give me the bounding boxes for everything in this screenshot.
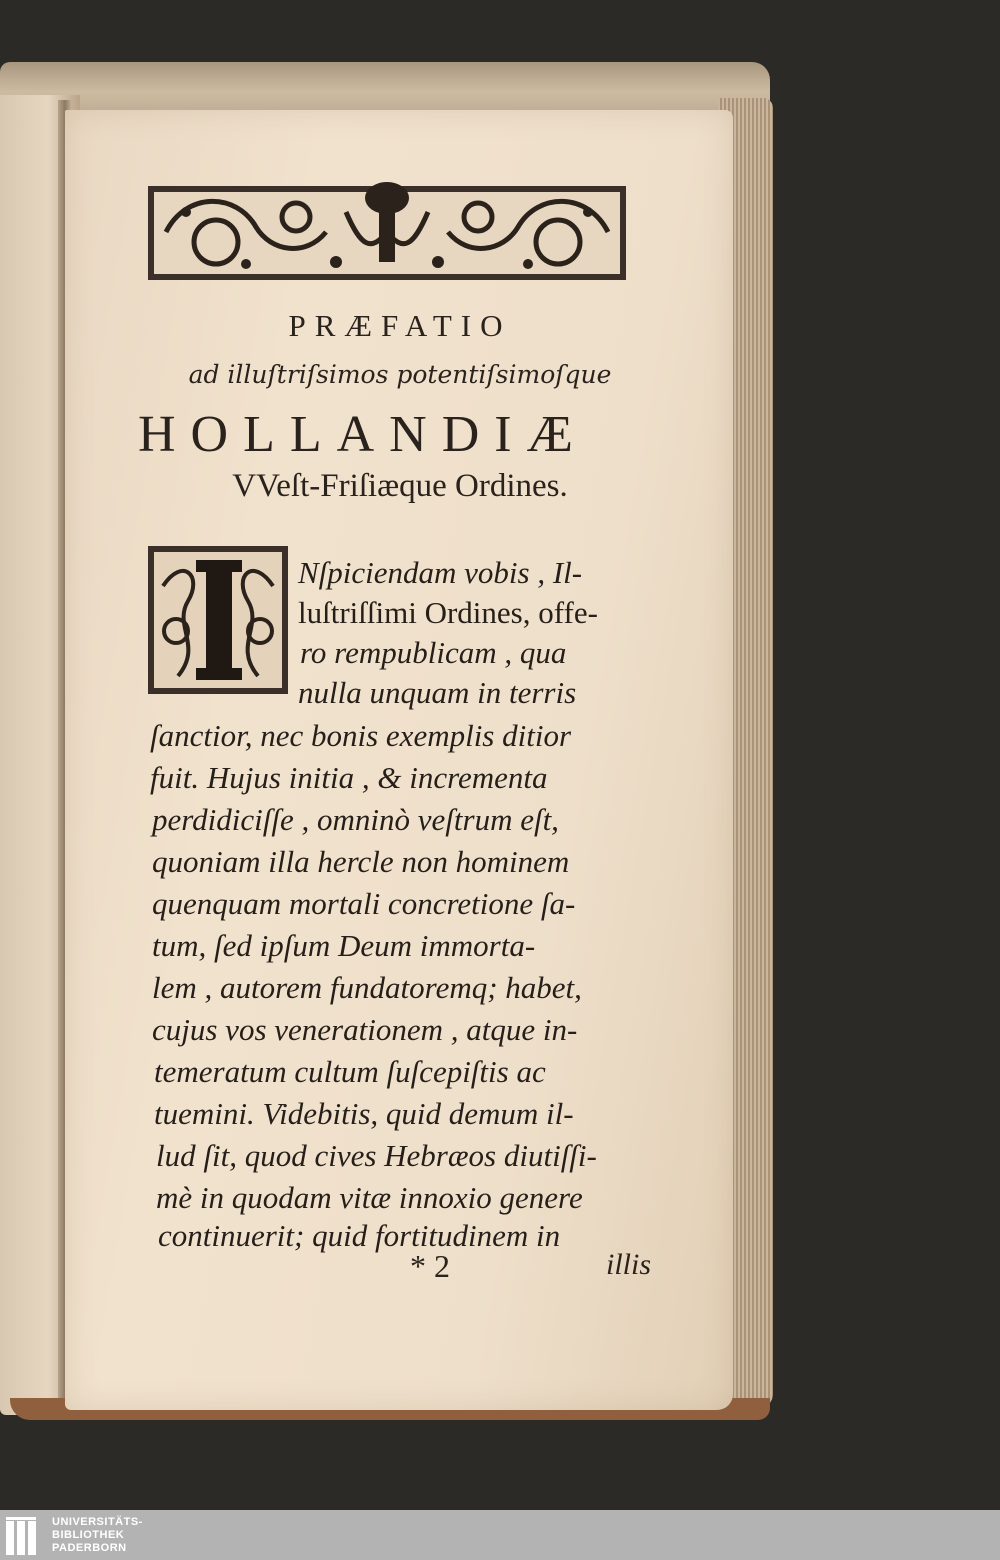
- text-line: fuit. Hujus initia , & incrementa: [150, 760, 548, 795]
- footer-bar: [0, 1510, 1000, 1560]
- text-line: perdidiciſſe , omninò veſtrum eſt,: [152, 802, 559, 837]
- text-line: tum, ſed ipſum Deum immorta-: [152, 928, 536, 963]
- text-line: Nſpiciendam vobis , Il-: [298, 555, 583, 590]
- ornamental-headpiece-icon: [146, 172, 628, 282]
- text-line: cujus vos venerationem , atque in-: [152, 1012, 578, 1047]
- library-logo-text: [52, 1516, 143, 1555]
- heading-praefatio: PRÆFATIO: [288, 308, 512, 343]
- heading-hollandiae: HOLLANDIÆ: [138, 406, 588, 463]
- decorated-initial-I-icon: [148, 546, 288, 694]
- logo-line: PADERBORN: [52, 1542, 127, 1554]
- heading-dedication: ad illuſtriſsimos potentiſsimoſque: [188, 360, 612, 389]
- text-line: quenquam mortali concretione ſa-: [152, 886, 576, 921]
- text-line: ro rempublicam , qua: [300, 635, 567, 670]
- catchword: illis: [606, 1248, 652, 1281]
- text-line: lem , autorem fundatoremq; habet,: [152, 970, 582, 1005]
- text-line: temeratum cultum ſuſcepiſtis ac: [154, 1054, 546, 1089]
- text-line: luſtriſſimi Ordines, offe-: [298, 595, 598, 630]
- library-logo-icon: [6, 1517, 44, 1557]
- text-line: nulla unquam in terris: [298, 675, 577, 710]
- text-line: ſanctior, nec bonis exemplis ditior: [150, 718, 572, 753]
- logo-line: UNIVERSITÄTS-: [52, 1516, 143, 1528]
- text-line: lud ſit, quod cives Hebræos diutiſſi-: [156, 1138, 597, 1173]
- heading-vvest-frisiae: VVeſt-Friſiæque Ordines.: [232, 468, 568, 504]
- book-top-edge: [0, 62, 770, 112]
- text-line: quoniam illa hercle non hominem: [152, 844, 570, 879]
- text-line: continuerit; quid fortitudinem in: [158, 1218, 561, 1253]
- text-line: tuemini. Videbitis, quid demum il-: [154, 1096, 574, 1131]
- text-line: mè in quodam vitæ innoxio genere: [156, 1180, 583, 1215]
- logo-line: BIBLIOTHEK: [52, 1529, 125, 1541]
- signature-mark: * 2: [410, 1248, 450, 1284]
